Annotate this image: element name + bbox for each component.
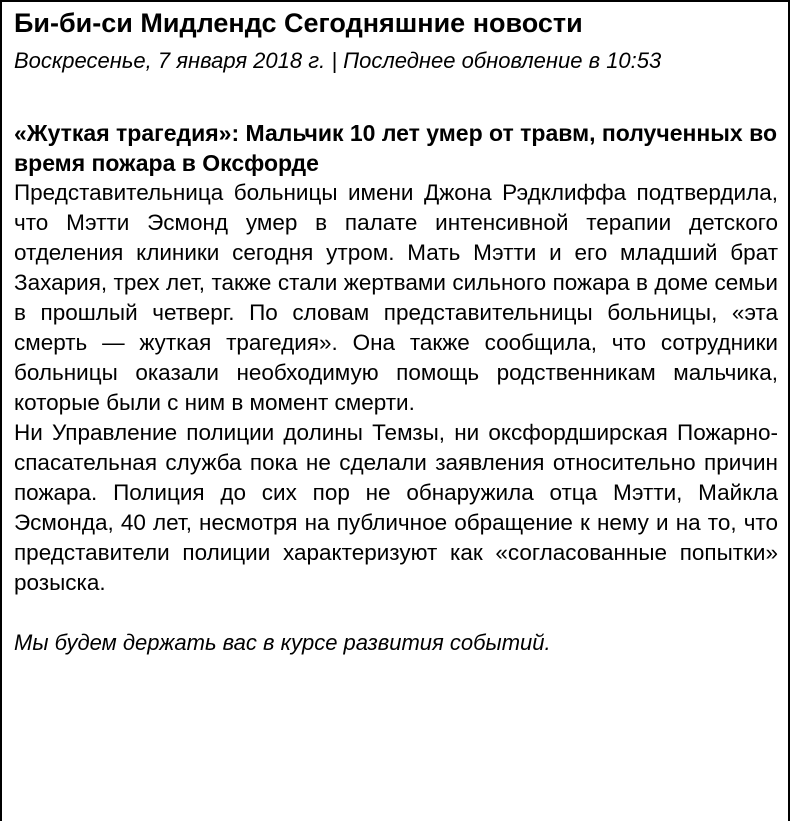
outlet-headline: Би-би-си Мидлендс Сегодняшние новости	[14, 8, 583, 38]
article-paragraph: Ни Управление полиции долины Темзы, ни оксфордширская Пожарно-спасательная служба пока не сделали заявления относительно причин пожара. Полиция до сих пор не обнаружила отца Мэтти, Майкла Эсмонда, 40 лет, несмотря на публичное обращение к нему и на то, что представители полиции характеризуют как «согласованные попытки» розыска.	[14, 420, 778, 595]
article-title: «Жуткая трагедия»: Мальчик 10 лет умер от травм, полученных во время пожара в Оксфорде	[14, 120, 777, 176]
article-footer-note: Мы будем держать вас в курсе развития событий.	[14, 630, 551, 655]
dateline: Воскресенье, 7 января 2018 г. | Последнее обновление в 10:53	[14, 48, 662, 73]
article-paragraph: Представительница больницы имени Джона Рэдклиффа подтвердила, что Мэтти Эсмонд умер в палате интенсивной терапии детского отделения клиники сегодня утром. Мать Мэтти и его младший брат Захария, трех лет, также стали жертвами сильного пожара в доме семьи в прошлый четверг. По словам представительницы больницы, «эта смерть — жуткая трагедия». Она также сообщила, что сотрудники больницы оказали необходимую помощь родственникам мальчика, которые были с ним в момент смерти.	[14, 180, 778, 415]
